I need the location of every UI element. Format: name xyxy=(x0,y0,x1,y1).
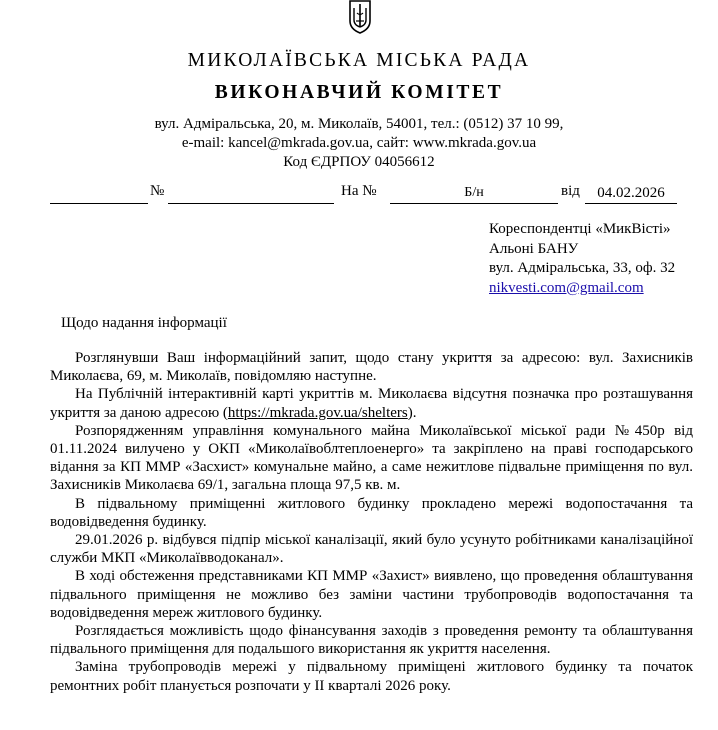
council-name: МИКОЛАЇВСЬКА МІСЬКА РАДА xyxy=(187,50,531,71)
recipient-email-link[interactable]: nikvesti.com@gmail.com xyxy=(489,279,644,296)
paragraph: В ході обстеження представниками КП ММР «Захист» виявлено, що проведення облаштування підвального приміщення не можливо без заміни частини трубопроводів водопостачання та водовідведення мереж житлового будинку. xyxy=(50,568,693,621)
on-number-label: На № xyxy=(341,183,377,199)
paragraph: На Публічній інтерактивній карті укриттів м. Миколаєва відсутня позначка про розташування укриття за даною адресою (https://mkrada.gov.ua/shelters). xyxy=(50,386,693,421)
letter-subject: Щодо надання інформації xyxy=(61,315,227,331)
recipient-name: Альоні БАНУ xyxy=(489,240,579,257)
address-line: вул. Адміральська, 20, м. Миколаїв, 54001, тел.: (0512) 37 10 99, xyxy=(154,116,564,132)
paragraph: Розглядається можливість щодо фінансування заходів з проведення ремонту та облаштування підвального приміщення для подальшого використання як укриття населення. xyxy=(50,623,693,658)
email-site-line: e-mail: kancel@mkrada.gov.ua, сайт: www.mkrada.gov.ua xyxy=(181,135,537,151)
shelters-link[interactable]: https://mkrada.gov.ua/shelters xyxy=(227,404,408,421)
committee-name: ВИКОНАВЧИЙ КОМІТЕТ xyxy=(214,82,504,103)
paragraph: Розпорядженням управління комунального майна Миколаївської міської ради №450р від 01.11.2024 вилучено у ОКП «Миколаївоблтеплоенерго» та закріплено на праві господарського відання за КП ММР «Засхист» комунальне майно, а саме нежитлове підвальне приміщення по вул. Захисників Миколаєва 69/1, загальна площа 97,5 кв. м. xyxy=(50,422,693,494)
paragraph: 29.01.2026 р. відбувся підпір міської каналізації, який було усунуто робітниками каналізаційної служби МКП «Миколаївводоканал». xyxy=(50,532,693,567)
coat-of-arms-icon xyxy=(349,0,371,34)
incoming-date-field: 04.02.2026 xyxy=(585,185,677,204)
council-contacts xyxy=(0,115,718,172)
outgoing-date-field xyxy=(50,185,148,204)
from-label: від xyxy=(561,183,580,199)
paragraph: Заміна трубопроводів мережі у підвальному приміщені житлового будинку та початок ремонтних робіт планується розпочати у ІІ кварталі 2026 року. xyxy=(50,659,693,694)
outgoing-number-field xyxy=(168,185,334,204)
paragraph: Розглянувши Ваш інформаційний запит, щодо стану укриття за адресою: вул. Захисників Миколаєва, 69, м. Миколаїв, повідомляю наступне. xyxy=(50,350,693,385)
number-label: № xyxy=(150,183,165,199)
recipient-organization: Кореспондентці «МикВісті» xyxy=(489,221,671,237)
recipient-block xyxy=(489,220,675,298)
letter-body xyxy=(50,349,693,695)
edrpou-code: Код ЄДРПОУ 04056612 xyxy=(283,154,435,170)
recipient-address: вул. Адміральська, 33, оф. 32 xyxy=(489,260,676,276)
paragraph: В підвальному приміщенні житлового будинку прокладено мережі водопостачання та водовідведення будинку. xyxy=(50,495,693,530)
incoming-number-field: Б/н xyxy=(390,185,558,204)
